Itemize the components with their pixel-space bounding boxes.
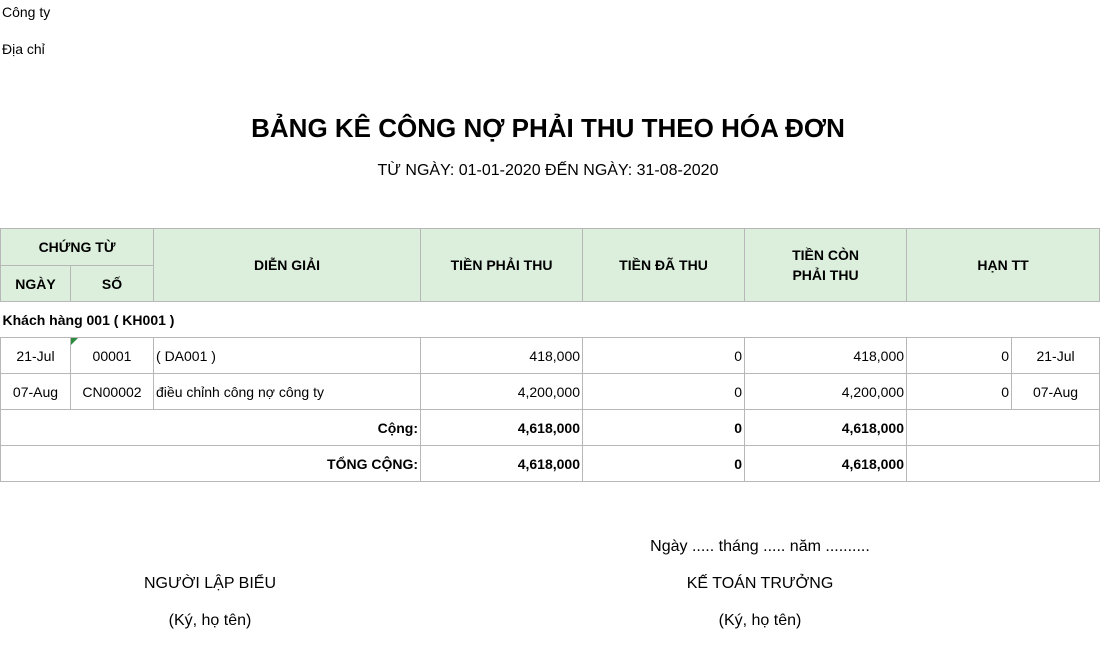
header-due: HẠN TT	[907, 229, 1100, 302]
total-received: 0	[583, 446, 745, 482]
subtotal-empty	[907, 410, 1100, 446]
subtotal-receivable: 4,618,000	[421, 410, 583, 446]
header-received: TIỀN ĐÃ THU	[583, 229, 745, 302]
row-days: 0	[907, 338, 1012, 374]
table-row	[1, 374, 1100, 410]
row-received: 0	[583, 374, 745, 410]
row-description: điều chỉnh công nợ công ty	[154, 374, 421, 410]
row-due: 07-Aug	[1012, 374, 1100, 410]
customer-group-row	[1, 302, 1100, 338]
header-voucher: CHỨNG TỪ	[1, 229, 154, 266]
row-number: 00001	[71, 338, 154, 374]
header-date: NGÀY	[1, 266, 71, 302]
row-number: CN00002	[71, 374, 154, 410]
accountant-signature-note: (Ký, họ tên)	[718, 612, 802, 629]
subtotal-label: Cộng:	[1, 410, 421, 446]
signature-date-line: Ngày ..... tháng ..... năm ..........	[650, 538, 870, 555]
subtotal-row	[1, 410, 1100, 446]
row-description: ( DA001 )	[154, 338, 421, 374]
total-row	[1, 446, 1100, 482]
row-days: 0	[907, 374, 1012, 410]
subtotal-received: 0	[583, 410, 745, 446]
header-remaining-line1: TIỀN CÒN	[792, 247, 859, 263]
total-empty	[907, 446, 1100, 482]
header-number: SỐ	[71, 266, 154, 302]
total-label: TỔNG CỘNG:	[1, 446, 421, 482]
table-row	[1, 338, 1100, 374]
total-remaining: 4,618,000	[745, 446, 907, 482]
report-date-range: TỪ NGÀY: 01-01-2020 ĐẾN NGÀY: 31-08-2020	[377, 162, 719, 179]
customer-group-label: Khách hàng 001 ( KH001 )	[1, 302, 1100, 338]
row-receivable: 4,200,000	[421, 374, 583, 410]
preparer-title: NGƯỜI LẬP BIỂU	[143, 575, 276, 592]
address-label: Địa chỉ	[2, 41, 45, 57]
header-remaining	[745, 229, 907, 302]
receivables-table	[0, 228, 1100, 482]
header-remaining-line2: PHẢI THU	[792, 267, 859, 283]
row-date: 21-Jul	[1, 338, 71, 374]
header-description: DIỄN GIẢI	[154, 229, 421, 302]
row-date: 07-Aug	[1, 374, 71, 410]
total-receivable: 4,618,000	[421, 446, 583, 482]
preparer-signature-note: (Ký, họ tên)	[168, 612, 252, 629]
row-remaining: 4,200,000	[745, 374, 907, 410]
report-title: BẢNG KÊ CÔNG NỢ PHẢI THU THEO HÓA ĐƠN	[251, 113, 845, 143]
company-label: Công ty	[2, 4, 51, 20]
subtotal-remaining: 4,618,000	[745, 410, 907, 446]
row-due: 21-Jul	[1012, 338, 1100, 374]
row-remaining: 418,000	[745, 338, 907, 374]
header-receivable: TIỀN PHẢI THU	[421, 229, 583, 302]
accountant-title: KẾ TOÁN TRƯỞNG	[686, 575, 834, 592]
row-received: 0	[583, 338, 745, 374]
row-receivable: 418,000	[421, 338, 583, 374]
